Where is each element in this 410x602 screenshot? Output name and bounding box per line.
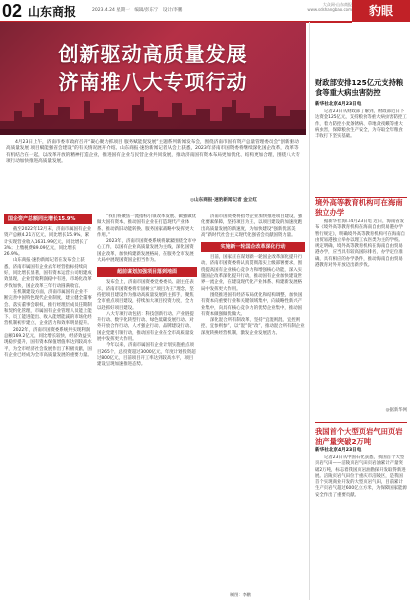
body-paragraph: 围绕推进国有经济布局优化和结构调整，加快国有资本向重要行业和关键领域集中，向战略性新兴产业集中，向具有核心竞争力的优势企业集中，推动国有资本做强做优做大。 bbox=[201, 292, 303, 317]
body-paragraph: 2022年，济南市国资委系统共实现利润总额169.2亿元，同比增长较快，经济效益实现稳步提升，国有资本保值增值率达到较高水平，为全市经济社会发展作出了积极贡献，国有企业已经成为全市高质量发展的重要力量。 bbox=[4, 327, 92, 358]
news-headline: 境外高等教育机构可在海南独立办学 bbox=[315, 198, 403, 217]
news-dateline: 新华社北京4月23日电 bbox=[315, 448, 362, 453]
subheading-banner: 超前谋划加强项目落到地面 bbox=[97, 267, 197, 277]
section-tag: 豹眼 bbox=[352, 0, 410, 22]
news-body: 据新华社海口4月23日电 近日，海南省发布《境外高等教育机构在海南自由贸易港办学暂行规定》，明确境外高等教育机构可在海南自由贸易港独立举办以理工农医类为主的学校。规定明确，境外高等教育机构在海南自由贸易港办学，应当具有较高国际排名，办学定位准确，具有相应的办学条件，推动海南自由贸易港教育对外开放迈出新步伐。 bbox=[315, 219, 406, 269]
editor-credit: 制图：李鹏 bbox=[230, 592, 251, 597]
article-column bbox=[4, 214, 92, 598]
city-skyline-image bbox=[0, 91, 306, 135]
news-body: 记者23日从财政部了解到，财政部近日下达资金125亿元，支持粮食等重大病虫害防控工作，着力防控小麦条锈病、草地贪夜蛾等重大病虫害，保障粮食生产安全，为夺取全年粮食丰收打下坚实基础。 bbox=[315, 109, 407, 140]
body-paragraph: 2023年，济南市国资委系统将紧紧围绕全市中心工作，以国有企业高质量发展为主线，深化国资国企改革，加快构建新发展格局，在服务全市发展大局中展现国资国企担当作为。 bbox=[97, 239, 197, 264]
page-header bbox=[0, 0, 410, 22]
body-paragraph: 在机制建设方面，济南市属国有企业不断完善中国特色现代企业制度，建立健全董事会、落实董事会职权，推行经理层成员任期制和契约化管理，市属国有企业管理人员能上能下、员工能进能出、收入能增能减的市场化经营机制初步建立，企业活力和效率明显提升。 bbox=[4, 289, 92, 327]
site-line: www.sdshangbao.com bbox=[307, 7, 352, 12]
reporter-credit: ◎山东商报·速豹新闻记者 金立红 bbox=[190, 198, 258, 203]
news-headline: 我国首个大型页岩气田页岩油产量突破2万吨 bbox=[315, 427, 403, 446]
site-line: 大众网·山东商报 bbox=[322, 2, 352, 7]
news-body: 记者23日从中国石化获悉，我国首个大型页岩气田——涪陵页岩气田页岩油累计产量突破2万吨，标志着我国页岩油勘探开发取得新进展。涪陵页岩气田位于重庆市涪陵区，是我国首个实现商业开发的大型页岩气田，目前累计生产页岩气超过600亿立方米，为保障国家能源安全作出了重要贡献。 bbox=[315, 455, 407, 498]
page-number: 02 bbox=[2, 1, 23, 21]
site-info bbox=[307, 2, 352, 12]
body-paragraph: 发布会上，济南市国资委党委委员、副主任表示，济南市国资委将牢固树立“项目为王”理念，坚持把项目建设作为推动高质量发展的主抓手，聚焦全市重点项目建设，持续加大项目投资力度，全力以赴抓好项目建设。 bbox=[97, 280, 194, 311]
hero-banner bbox=[0, 22, 306, 135]
hero-title: 济南推八大专项行动 bbox=[58, 70, 248, 94]
subheading-banner: 实施新一轮国企改革深化行动 bbox=[201, 242, 305, 252]
article-column bbox=[201, 214, 305, 598]
body-paragraph: 深化混合所有制改革，坚持“宜混则混、宜控则控、宜参则参”，以“混”促“改”，推动混合所有制企业深度转换经营机制，激发企业发展活力。 bbox=[201, 318, 305, 336]
subheading-banner: 国企资产总额同比增长15.9% bbox=[4, 214, 92, 224]
body-paragraph: 八大专项行动包括：科技创新行动、产业链提升行动、数字化转型行动、绿色低碳发展行动、对外开放合作行动、人才强企行动、品牌建设行动、国企党建引领行动，推动国有企业在全市高质量发展中发挥更大作用。 bbox=[97, 311, 194, 343]
body-paragraph: 截至2022年12月末，济南市属国有企业资产总额4.21万亿元，同比增长15.9%，累计实现营业收入1631.99亿元，同比增长了3%；上缴税费89.09亿元，同比增长26.9%。 bbox=[4, 227, 92, 258]
body-paragraph: 今年以来，济南市属国有企业计划实施重点项目265个，总投资超过3000亿元，年度计划投资超过800亿元，目前项目开工率达到较高水平，项目建设呈现加速推进态势。 bbox=[97, 343, 196, 368]
news-headline: 财政部安排125亿元支持粮食等重大病虫害防控 bbox=[315, 78, 404, 97]
hero-title: 创新驱动高质量发展 bbox=[58, 42, 248, 66]
body-paragraph: 目前，国家正在谋划新一轮国企改革深化提升行动，济南市国资委将认真贯彻落实上级部署要求，围绕提高国有企业核心竞争力和增强核心功能，深入实施国企改革深化提升行动，推动国有企业加快建设世界一流企业，在建设现代化产业体系、构建新发展格局中发挥更大作用。 bbox=[201, 255, 303, 292]
body-paragraph: 山东商报·速豹新闻记者在发布会上获悉，济南市属国有企业去年经营指标持续向好，同比增长显著，国有资本运营公司组建成效显现，企业营收利润稳中有进，市场化改革步伐加快，国企改革三年行动圆满收官。 bbox=[4, 258, 92, 289]
issue-info: 2023.4.24 星期一 编辑/彭东宁 设计/李鹏 bbox=[92, 8, 183, 13]
news-source: ◎据新华网 bbox=[385, 408, 407, 413]
news-sidebar bbox=[309, 22, 408, 600]
paper-name: 山东商报 bbox=[28, 5, 77, 19]
lead-paragraph: 4月23日上午，济南市委市政府召开“凝心聚力抓项目 服务赋能促发展”主题系列新闻发布会，围绕济南市固有资产总量管理委员会“创新驱动高质量发展 项目赋能强省会建设”的有关情况展开介绍。山东商报·速豹新闻记者从会上获悉，2023年济南市国资委将继续深化国企改革，改革等有机结合在一起，以改革开放的精神打造企业，推进国有企业与民营企业共同发展，推动济南国有资本布局更加优化、结构更加合理，围绕八大专项行动加快推进高质量发展。 bbox=[6, 140, 301, 165]
news-dateline: 新华社北京4月23日电 bbox=[315, 102, 362, 107]
body-paragraph: “我们将聚焦一流指标引领改革发展、做强做优做大国有资本，推动国有企业在打造现代产业体系、推动新旧动能转换、服务国家战略中发挥更大作用。” bbox=[97, 214, 197, 238]
body-paragraph: 济南市国资委将指导企业加快推进项目建设，强化要素保障，坚持项目为王，以项目建设的加速度跑出高质量发展的新速度，为加快建设“强新优富美高”新时代社会主义现代化强省会贡献国资力量。 bbox=[201, 214, 303, 238]
article-column bbox=[97, 214, 197, 598]
news-divider bbox=[315, 422, 407, 423]
